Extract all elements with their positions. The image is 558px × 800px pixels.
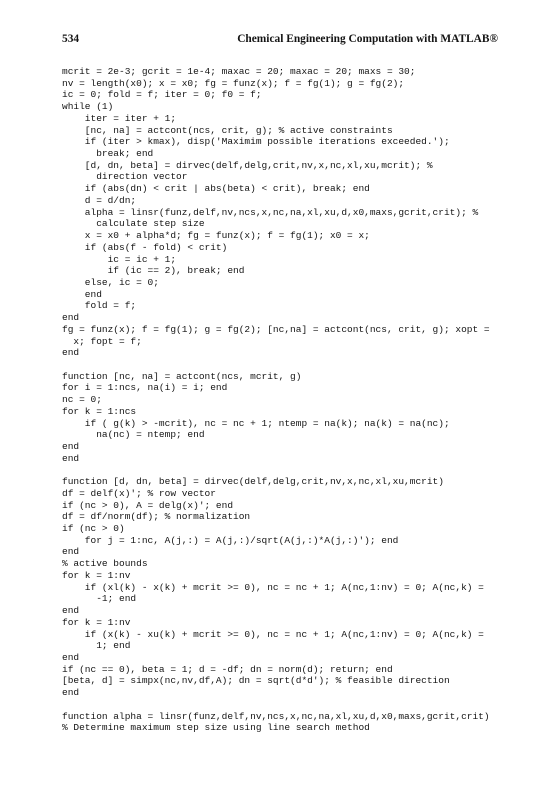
code-line: for i = 1:ncs, na(i) = i; end [62,382,228,394]
code-line: df = delf(x)'; % row vector [62,487,216,499]
code-line: 1; end [62,640,131,652]
code-line: while (1) [62,101,114,113]
code-line: nc = 0; [62,394,102,406]
code-line: ic = ic + 1; [62,253,177,265]
code-line: nv = length(x0); x = x0; fg = funz(x); f = fg(1); g = fg(2); [62,77,405,89]
code-line: function [nc, na] = actcont(ncs, mcrit, g) [62,370,302,382]
code-line: iter = iter + 1; [62,112,177,124]
code-line: for k = 1:nv [62,569,131,581]
code-line: if (xl(k) - x(k) + mcrit >= 0), nc = nc + 1; A(nc,1:nv) = 0; A(nc,k) = [62,581,484,593]
code-line: if (nc == 0), beta = 1; d = -df; dn = norm(d); return; end [62,663,393,675]
code-line: if (iter > kmax), disp('Maximim possible iterations exceeded.'); [62,136,450,148]
code-line: calculate step size [62,218,205,230]
code-line: [nc, na] = actcont(ncs, crit, g); % active constraints [62,124,393,136]
code-line: ic = 0; fold = f; iter = 0; f0 = f; [62,89,262,101]
code-line: if (x(k) - xu(k) + mcrit >= 0), nc = nc + 1; A(nc,1:nv) = 0; A(nc,k) = [62,628,484,640]
code-line: if (ic == 2), break; end [62,265,245,277]
code-line: df = df/norm(df); % normalization [62,511,251,523]
code-line: [d, dn, beta] = dirvec(delf,delg,crit,nv,x,nc,xl,xu,mcrit); % [62,159,433,171]
code-line: for j = 1:nc, A(j,:) = A(j,:)/sqrt(A(j,:)*A(j,:)'); end [62,534,399,546]
code-line [62,464,504,476]
code-line: mcrit = 2e-3; gcrit = 1e-4; maxac = 20; maxac = 20; maxs = 30; [62,66,416,77]
code-line: % active bounds [62,558,148,570]
running-title: Chemical Engineering Computation with MATLAB® [237,33,498,45]
code-line: end [62,288,102,300]
code-line: if (nc > 0) [62,523,125,535]
code-line: x; fopt = f; [62,335,142,347]
code-line: end [62,546,80,558]
code-line: alpha = linsr(funz,delf,nv,ncs,x,nc,na,xl,xu,d,x0,maxs,gcrit,crit); % [62,206,479,218]
code-line: for k = 1:ncs [62,405,137,417]
code-line: x = x0 + alpha*d; fg = funz(x); f = fg(1); x0 = x; [62,230,370,242]
code-line: fg = funz(x); f = fg(1); g = fg(2); [nc,na] = actcont(ncs, crit, g); xopt = [62,323,490,335]
code-line: function alpha = linsr(funz,delf,nv,ncs,x,nc,na,xl,xu,d,x0,maxs,gcrit,crit) [62,710,490,722]
code-line: end [62,347,80,359]
code-line: if (abs(f - fold) < crit) [62,241,228,253]
code-line: for k = 1:nv [62,616,131,628]
code-line: if ( g(k) > -mcrit), nc = nc + 1; ntemp = na(k); na(k) = na(nc); [62,417,450,429]
code-line: end [62,452,80,464]
code-listing [62,66,504,734]
code-line: if (abs(dn) < crit | abs(beta) < crit), break; end [62,183,370,195]
code-line: end [62,312,80,324]
code-line [62,359,504,371]
code-line: -1; end [62,593,137,605]
code-line: na(nc) = ntemp; end [62,429,205,441]
code-line: else, ic = 0; [62,276,159,288]
code-line: direction vector [62,171,188,183]
code-line: end [62,441,80,452]
code-line: break; end [62,148,154,160]
code-line: function [d, dn, beta] = dirvec(delf,delg,crit,nv,x,nc,xl,xu,mcrit) [62,476,444,488]
code-line [62,699,504,711]
code-line: end [62,687,80,699]
code-line: fold = f; [62,300,137,312]
code-line: end [62,651,80,663]
page-header [62,33,498,51]
code-line: % Determine maximum step size using line search method [62,722,370,734]
page-number: 534 [62,33,80,45]
code-line: end [62,605,80,617]
code-line: d = d/dn; [62,194,137,206]
code-line: [beta, d] = simpx(nc,nv,df,A); dn = sqrt(d*d'); % feasible direction [62,675,450,687]
code-line: if (nc > 0), A = delg(x)'; end [62,499,234,511]
